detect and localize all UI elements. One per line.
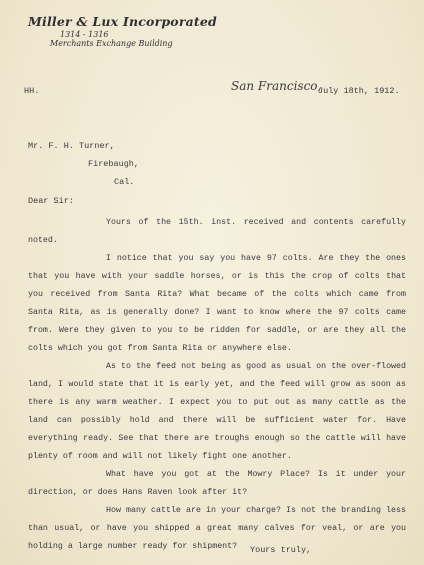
paragraph: I notice that you say you have 97 colts. Are they the ones that you have with your saddle horses, or is this the crop of colts that you received from Santa Rita? What became of the colts which came from Santa Rita, as is generally done? I want to know where the 97 colts came from. Were they given to you to be ridden for saddle, or are they all the colts which you got from Santa Rita or anywhere else.: [28, 254, 406, 353]
recipient-state: Cal.: [114, 177, 135, 187]
letter-city: San Francisco,: [231, 79, 322, 93]
salutation: Dear Sir:: [28, 196, 74, 206]
closing: Yours truly,: [250, 545, 312, 555]
recipient-town: Firebaugh,: [88, 159, 140, 169]
letter-body: [28, 214, 406, 556]
letterhead-company: Miller & Lux Incorporated: [28, 14, 217, 29]
letterhead-rooms: 1314 - 1316: [60, 30, 109, 39]
letterhead-building: Merchants Exchange Building: [50, 39, 173, 48]
letterhead: [28, 14, 217, 48]
paragraph: What have you got at the Mowry Place? Is it under your direction, or does Hans Raven look after it?: [28, 470, 406, 497]
letter-date: July 18th, 1912.: [318, 86, 400, 96]
paragraph: As to the feed not being as good as usual on the over-flowed land, I would state that it is early yet, and the feed will grow as soon as there is any warm weather. I expect you to put out as many cattle as the land can possibly hold and there will be sufficient water for. Have everything ready. See that there are troughs enough so the cattle will have plenty of room and will not likely fight one another.: [28, 362, 406, 461]
paragraph: Yours of the 15th. inst. received and contents carefully noted.: [28, 218, 406, 245]
recipient-name: Mr. F. H. Turner,: [28, 141, 115, 151]
reference-initials: HH.: [24, 86, 40, 96]
paragraph: How many cattle are in your charge? Is not the branding less than usual, or have you shipped a great many calves for veal, or are you holding a large number ready for shipment?: [28, 506, 406, 551]
